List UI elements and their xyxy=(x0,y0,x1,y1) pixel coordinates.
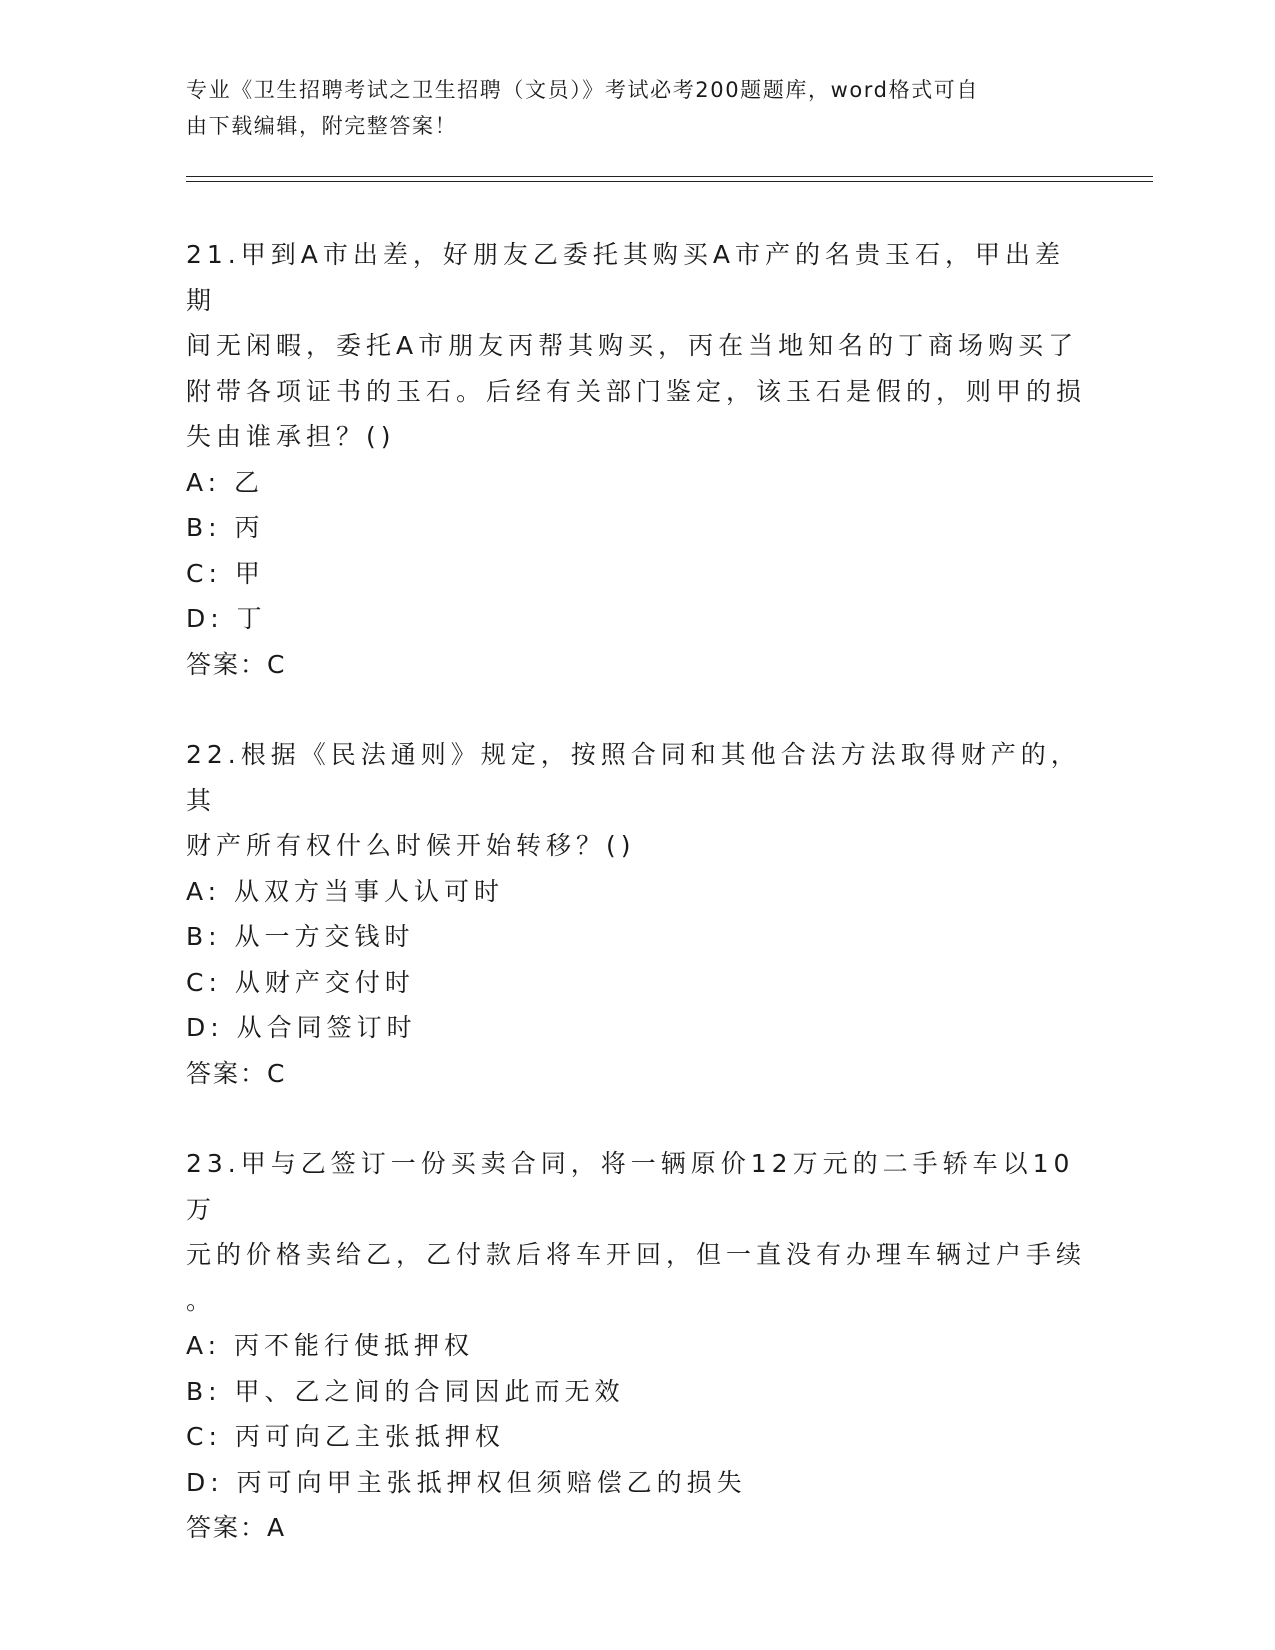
header-line-1: 专业《卫生招聘考试之卫生招聘（文员）》考试必考200题题库，word格式可自 xyxy=(186,78,979,102)
option-c: C: 甲 xyxy=(186,558,265,588)
question-stem-line: 附带各项证书的玉石。后经有关部门鉴定，该玉石是假的，则甲的损 xyxy=(186,376,1087,406)
answer-line: 答案：A xyxy=(186,1513,287,1542)
option-b: B: 从一方交钱时 xyxy=(186,922,415,951)
question-23 xyxy=(186,1141,1086,1551)
option-a: A: 丙不能行使抵押权 xyxy=(186,1331,475,1360)
option-d: D: 从合同签订时 xyxy=(186,1013,417,1042)
option-c: C: 丙可向乙主张抵押权 xyxy=(186,1422,505,1451)
option-d: D: 丙可向甲主张抵押权但须赔偿乙的损失 xyxy=(186,1467,747,1497)
question-stem-line: 间无闲暇，委托A市朋友丙帮其购买，丙在当地知名的丁商场购买了 xyxy=(186,331,1079,360)
question-21 xyxy=(186,232,1086,687)
document-header xyxy=(186,72,1066,144)
question-stem-line: 元的价格卖给乙，乙付款后将车开回，但一直没有办理车辆过户手续 xyxy=(186,1240,1087,1269)
header-line-2: 由下载编辑，附完整答案！ xyxy=(186,114,458,138)
answer-line: 答案：C xyxy=(186,1058,287,1088)
option-a: A: 乙 xyxy=(186,467,265,497)
question-stem-line: 失由谁承担？() xyxy=(186,422,396,451)
option-b: B: 丙 xyxy=(186,513,265,542)
header-divider-top xyxy=(186,176,1153,177)
question-stem-line: 。 xyxy=(186,1285,217,1315)
question-22 xyxy=(186,732,1086,1096)
question-stem-line: 财产所有权什么时候开始转移？() xyxy=(186,831,636,860)
question-list xyxy=(186,232,1086,1596)
header-divider-bottom xyxy=(186,181,1153,182)
option-b: B: 甲、乙之间的合同因此而无效 xyxy=(186,1376,625,1406)
question-stem-line: 23.甲与乙签订一份买卖合同，将一辆原价12万元的二手轿车以10万 xyxy=(186,1149,1075,1224)
question-stem-line: 21.甲到A市出差，好朋友乙委托其购买A市产的名贵玉石，甲出差期 xyxy=(186,240,1065,315)
option-d: D: 丁 xyxy=(186,604,267,633)
option-c: C: 从财产交付时 xyxy=(186,967,415,997)
option-a: A: 从双方当事人认可时 xyxy=(186,876,505,906)
question-stem-line: 22.根据《民法通则》规定，按照合同和其他合法方法取得财产的，其 xyxy=(186,740,1081,815)
answer-line: 答案：C xyxy=(186,649,287,679)
